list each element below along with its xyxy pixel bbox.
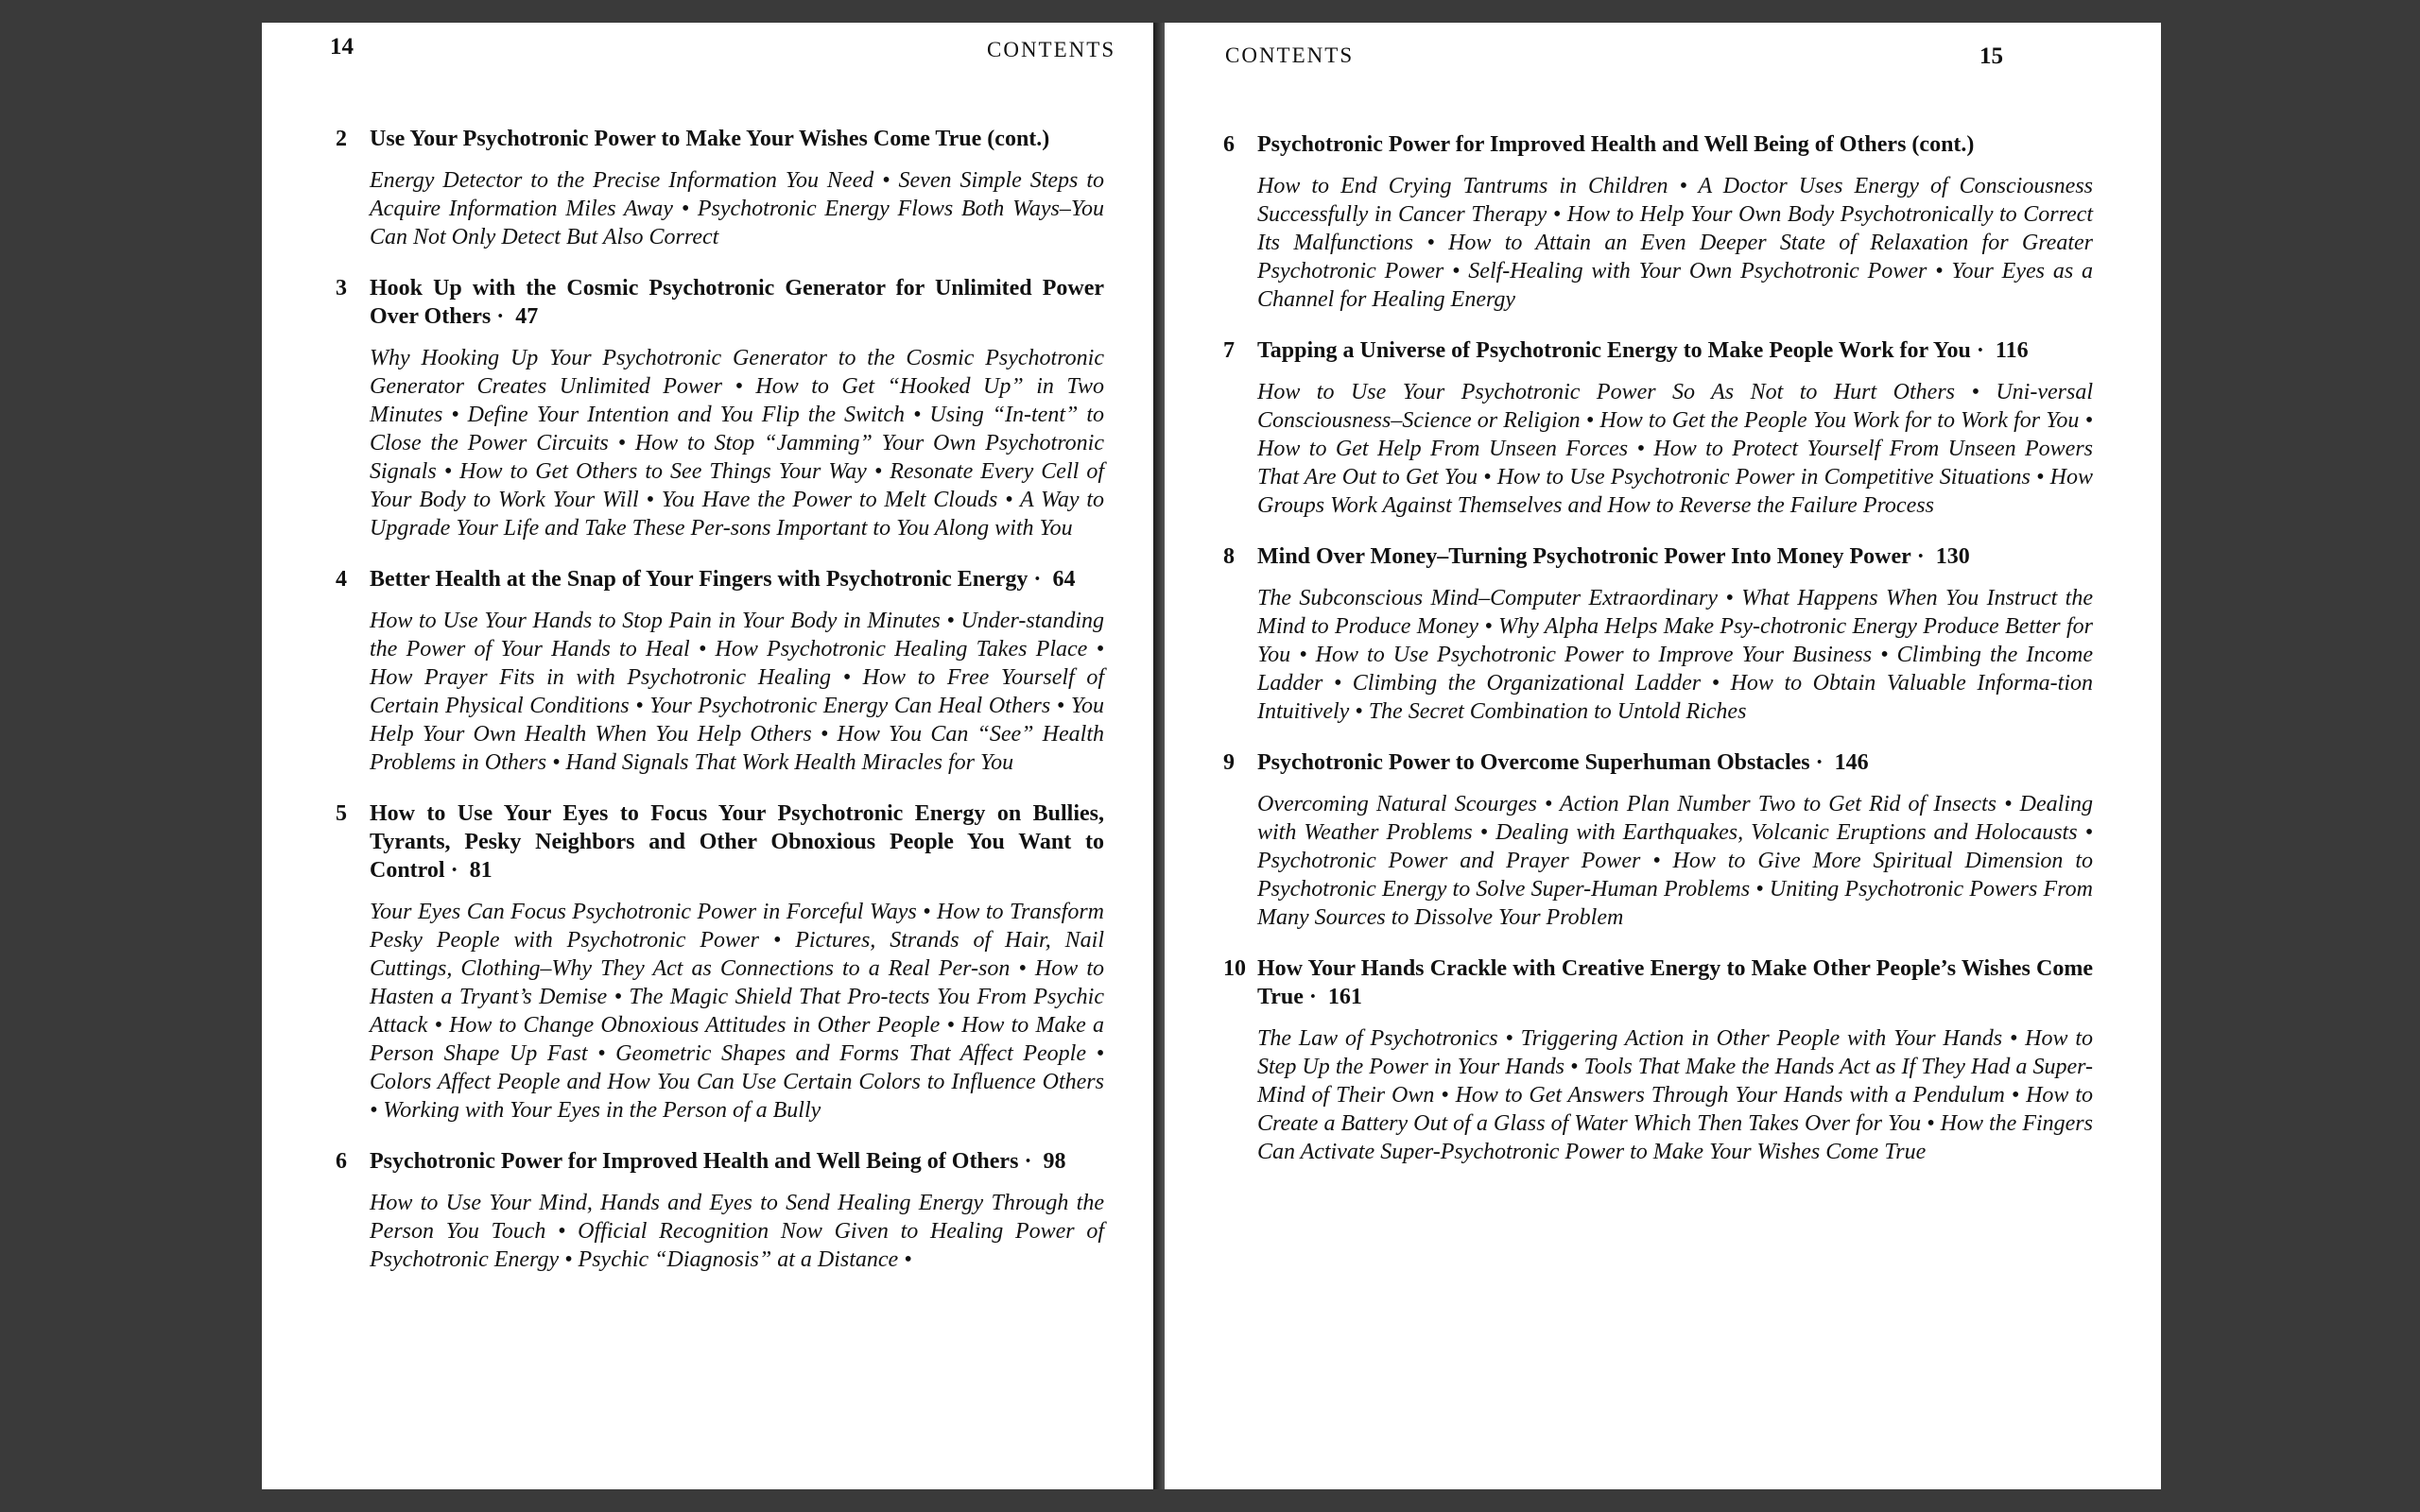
chapter-entry xyxy=(1223,954,2093,1166)
right-page xyxy=(1165,23,2161,1489)
chapter-title: Mind Over Money–Turning Psychotronic Power Into Money Power · 130 xyxy=(1257,542,2093,571)
chapter-page-number: · 47 xyxy=(491,304,538,329)
left-page xyxy=(262,23,1153,1489)
chapter-description: The Subconscious Mind–Computer Extraordinary • What Happens When You Instruct the Mind to Produce Money • Why Alpha Helps Make Psy-chotronic Energy Produce Better for You • How to Use Psychotronic Power to Improve Your Business • Climbing the Income Ladder • Climbing the Organizational Ladder • How to Obtain Valuable Informa-tion Intuitively • The Secret Combination to Untold Riches xyxy=(1257,586,2093,724)
chapter-entry xyxy=(336,125,1104,251)
chapter-description: Energy Detector to the Precise Information You Need • Seven Simple Steps to Acquire Information Miles Away • Psychotronic Energy Flows Both Ways–You Can Not Only Detect But Also Correct xyxy=(370,168,1104,249)
chapter-entry xyxy=(1223,748,2093,932)
chapter-number: 8 xyxy=(1223,544,1235,569)
chapter-page-number: · 81 xyxy=(445,858,493,883)
chapter-number: 6 xyxy=(1223,132,1235,157)
chapter-entry xyxy=(336,565,1104,777)
chapter-number: 10 xyxy=(1223,956,1246,981)
chapter-number: 7 xyxy=(1223,338,1235,363)
chapter-title: Psychotronic Power for Improved Health and Well Being of Others (cont.) xyxy=(1257,132,1975,157)
chapter-title: Better Health at the Snap of Your Fingers with Psychotronic Energy · 64 xyxy=(370,565,1104,593)
chapter-description: The Law of Psychotronics • Triggering Action in Other People with Your Hands • How to Step Up the Power in Your Hands • Tools That Make the Hands Act as If They Had a Super-Mind of Their Own • How to Get Answers Through Your Hands with a Pendulum • How to Create a Battery Out of a Glass of Water Which Then Takes Over for You • How the Fingers Can Activate Super-Psychotronic Power to Make Your Wishes Come True xyxy=(1257,1026,2093,1164)
chapter-entry xyxy=(1223,130,2093,314)
running-head: CONTENTS xyxy=(987,38,1116,61)
page-number: 15 xyxy=(1979,43,2003,69)
chapter-number: 9 xyxy=(1223,750,1235,775)
chapter-title: Psychotronic Power for Improved Health and Well Being of Others · 98 xyxy=(370,1147,1104,1176)
chapter-title: How Your Hands Crackle with Creative Energy to Make Other People’s Wishes Come True · 161 xyxy=(1257,954,2093,1011)
chapter-number: 6 xyxy=(336,1149,347,1174)
chapter-description: How to Use Your Mind, Hands and Eyes to Send Healing Energy Through the Person You Touch • Official Recognition Now Given to Healing Power of Psychotronic Energy • Psychic “Diagnosis” at a Distance • xyxy=(370,1191,1104,1272)
chapter-page-number: · 116 xyxy=(1971,338,2029,363)
chapter-page-number: · 130 xyxy=(1911,544,1970,569)
chapter-entry xyxy=(336,1147,1104,1274)
chapter-number: 5 xyxy=(336,801,347,826)
chapter-page-number: · 161 xyxy=(1304,985,1362,1009)
chapter-entry xyxy=(1223,336,2093,520)
chapter-title: How to Use Your Eyes to Focus Your Psychotronic Energy on Bullies, Tyrants, Pesky Neighbors and Other Obnoxious People You Want to Control · 81 xyxy=(370,799,1104,885)
chapter-entry xyxy=(1223,542,2093,726)
chapter-entry xyxy=(336,274,1104,542)
contents-list xyxy=(336,125,1104,1297)
chapter-number: 3 xyxy=(336,276,347,301)
chapter-page-number: · 146 xyxy=(1810,750,1869,775)
chapter-title: Psychotronic Power to Overcome Superhuman Obstacles · 146 xyxy=(1257,748,2093,777)
chapter-number: 4 xyxy=(336,567,347,592)
chapter-page-number: · 98 xyxy=(1018,1149,1065,1174)
page-number: 14 xyxy=(330,34,354,60)
chapter-page-number: · 64 xyxy=(1028,567,1075,592)
running-head: CONTENTS xyxy=(1225,43,1355,67)
book-gutter xyxy=(1153,23,1165,1489)
chapter-description: How to End Crying Tantrums in Children • A Doctor Uses Energy of Consciousness Successfully in Cancer Therapy • How to Help Your Own Body Psychotronically to Correct Its Malfunctions • How to Attain an Even Deeper State of Relaxation for Greater Psychotronic Power • Self-Healing with Your Own Psychotronic Power • Your Eyes as a Channel for Healing Energy xyxy=(1257,174,2093,312)
chapter-description: How to Use Your Hands to Stop Pain in Your Body in Minutes • Under-standing the Power of Your Hands to Heal • How Psychotronic Healing Takes Place • How Prayer Fits in with Psychotronic Healing • How to Free Yourself of Certain Physical Conditions • Your Psychotronic Energy Can Heal Others • You Help Your Own Health When You Help Others • How You Can “See” Health Problems in Others • Hand Signals That Work Health Miracles for You xyxy=(370,609,1104,775)
chapter-number: 2 xyxy=(336,127,347,151)
chapter-description: Overcoming Natural Scourges • Action Plan Number Two to Get Rid of Insects • Dealing with Weather Problems • Dealing with Earthquakes, Volcanic Eruptions and Holocausts • Psychotronic Power and Prayer Power • How to Give More Spiritual Dimension to Psychotronic Energy to Solve Super-Human Problems • Uniting Psychotronic Powers From Many Sources to Dissolve Your Problem xyxy=(1257,792,2093,930)
chapter-description: Why Hooking Up Your Psychotronic Generator to the Cosmic Psychotronic Generator Creates Unlimited Power • How to Get “Hooked Up” in Two Minutes • Define Your Intention and You Flip the Switch • Using “In-tent” to Close the Power Circuits • How to Stop “Jamming” Your Own Psychotronic Signals • How to Get Others to See Things Your Way • Resonate Every Cell of Your Body to Work Your Will • You Have the Power to Melt Clouds • A Way to Upgrade Your Life and Take These Per-sons Important to You Along with You xyxy=(370,346,1104,541)
chapter-entry xyxy=(336,799,1104,1125)
chapter-title: Hook Up with the Cosmic Psychotronic Generator for Unlimited Power Over Others · 47 xyxy=(370,274,1104,331)
chapter-description: Your Eyes Can Focus Psychotronic Power in Forceful Ways • How to Transform Pesky People with Psychotronic Power • Pictures, Strands of Hair, Nail Cuttings, Clothing–Why They Act as Connections to a Real Per-son • How to Hasten a Tryant’s Demise • The Magic Shield That Pro-tects You From Psychic Attack • How to Change Obnoxious Attitudes in Other People • How to Make a Person Shape Up Fast • Geometric Shapes and Forms That Affect People • Colors Affect People and How You Can Use Certain Colors to Influence Others • Working with Your Eyes in the Person of a Bully xyxy=(370,900,1104,1123)
chapter-description: How to Use Your Psychotronic Power So As Not to Hurt Others • Uni-versal Consciousness–Science or Religion • How to Get the People You Work for to Work for You • How to Get Help From Unseen Forces • How to Protect Yourself From Unseen Powers That Are Out to Get You • How to Use Psychotronic Power in Competitive Situations • How Groups Work Against Themselves and How to Reverse the Failure Process xyxy=(1257,380,2093,518)
chapter-title: Use Your Psychotronic Power to Make Your Wishes Come True (cont.) xyxy=(370,127,1050,151)
chapter-title: Tapping a Universe of Psychotronic Energy to Make People Work for You · 116 xyxy=(1257,336,2093,365)
contents-list xyxy=(1223,130,2093,1189)
